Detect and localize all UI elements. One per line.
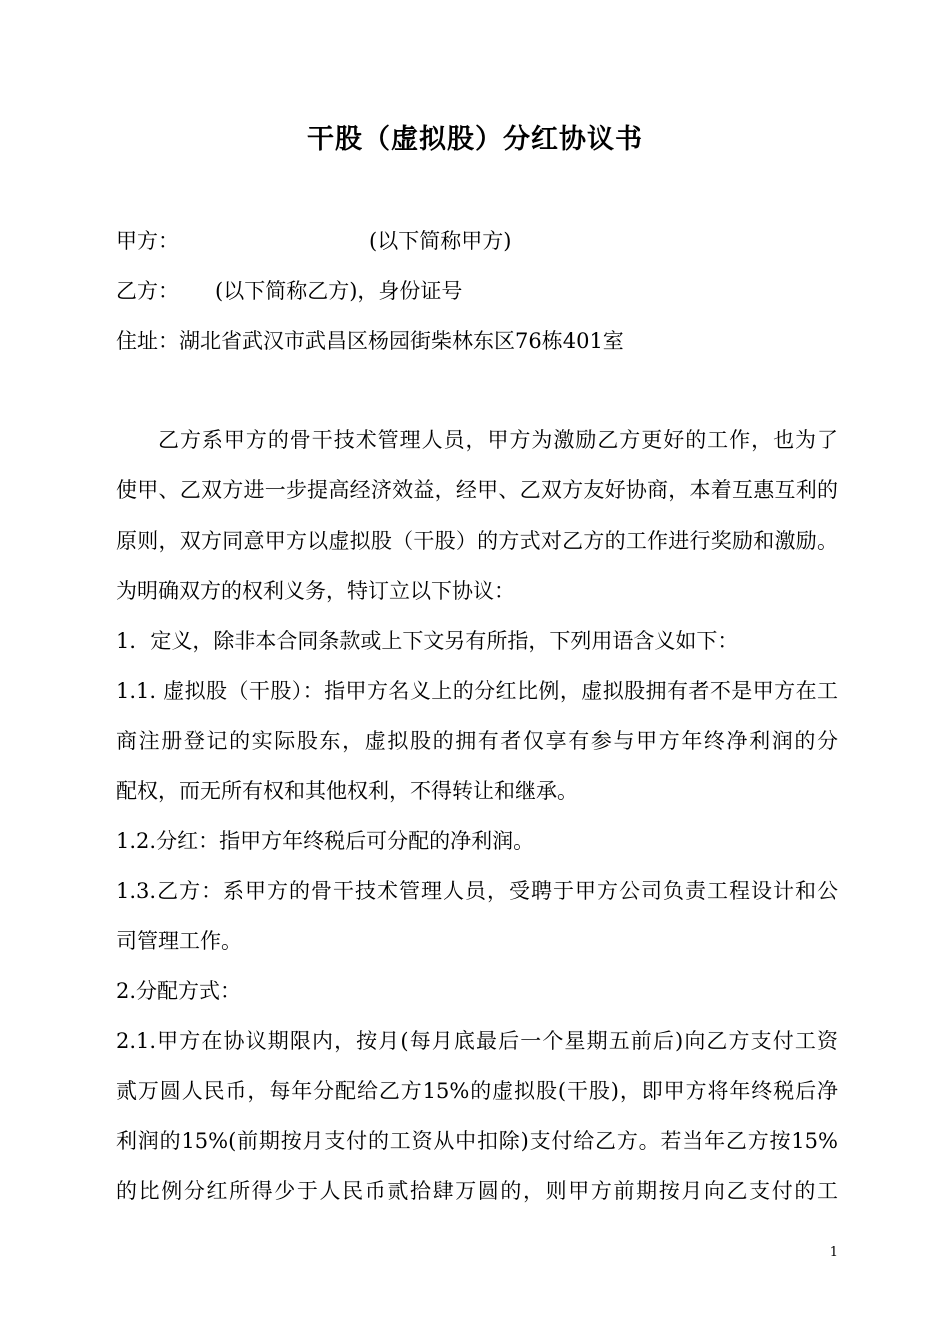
body-line: 2.分配方式： xyxy=(116,979,242,1003)
body-line: 为明确双方的权利义务，特订立以下协议： xyxy=(116,579,515,603)
address-line: 住址：湖北省武汉市武昌区杨园街柴林东区76栋401室 xyxy=(116,329,624,353)
body-line: 配权，而无所有权和其他权利，不得转让和继承。 xyxy=(116,779,578,803)
party-a-line xyxy=(116,226,838,256)
document-title: 干股（虚拟股）分红协议书 xyxy=(307,124,643,155)
body-line: 司管理工作。 xyxy=(116,929,242,953)
body-line: 原则，双方同意甲方以虚拟股（干股）的方式对乙方的工作进行奖励和激励。 xyxy=(116,529,838,553)
party-b-line xyxy=(116,276,838,306)
body-line: 1.2.分红：指甲方年终税后可分配的净利润。 xyxy=(116,829,535,853)
body-line: 贰万圆人民币，每年分配给乙方15%的虚拟股(干股)，即甲方将年终税后净 xyxy=(116,1079,838,1103)
page-number: 1 xyxy=(829,1245,838,1260)
body-line: 乙方系甲方的骨干技术管理人员，甲方为激励乙方更好的工作，也为了 xyxy=(158,428,838,452)
body-line: 的比例分红所得少于人民币贰拾肆万圆的，则甲方前期按月向乙支付的工 xyxy=(116,1179,838,1203)
party-a-note: (以下简称甲方) xyxy=(369,229,512,253)
body-line: 利润的15%(前期按月支付的工资从中扣除)支付给乙方。若当年乙方按15% xyxy=(116,1129,838,1153)
body-line: 2.1.甲方在协议期限内，按月(每月底最后一个星期五前后)向乙方支付工资 xyxy=(116,1029,838,1053)
body-line: 1.1. 虚拟股（干股）：指甲方名义上的分红比例，虚拟股拥有者不是甲方在工 xyxy=(116,679,838,703)
body-line: 商注册登记的实际股东，虚拟股的拥有者仅享有参与甲方年终净利润的分 xyxy=(116,729,838,753)
party-b-label: 乙方： xyxy=(116,279,179,303)
body-line: 1.3.乙方：系甲方的骨干技术管理人员，受聘于甲方公司负责工程设计和公 xyxy=(116,879,838,903)
party-b-note: (以下简称乙方)，身份证号 xyxy=(215,279,463,303)
body-line: 1．定义，除非本合同条款或上下文另有所指，下列用语含义如下： xyxy=(116,629,739,653)
body-line: 使甲、乙双方进一步提高经济效益，经甲、乙双方友好协商，本着互惠互利的 xyxy=(116,478,838,502)
party-a-label: 甲方： xyxy=(116,229,179,253)
